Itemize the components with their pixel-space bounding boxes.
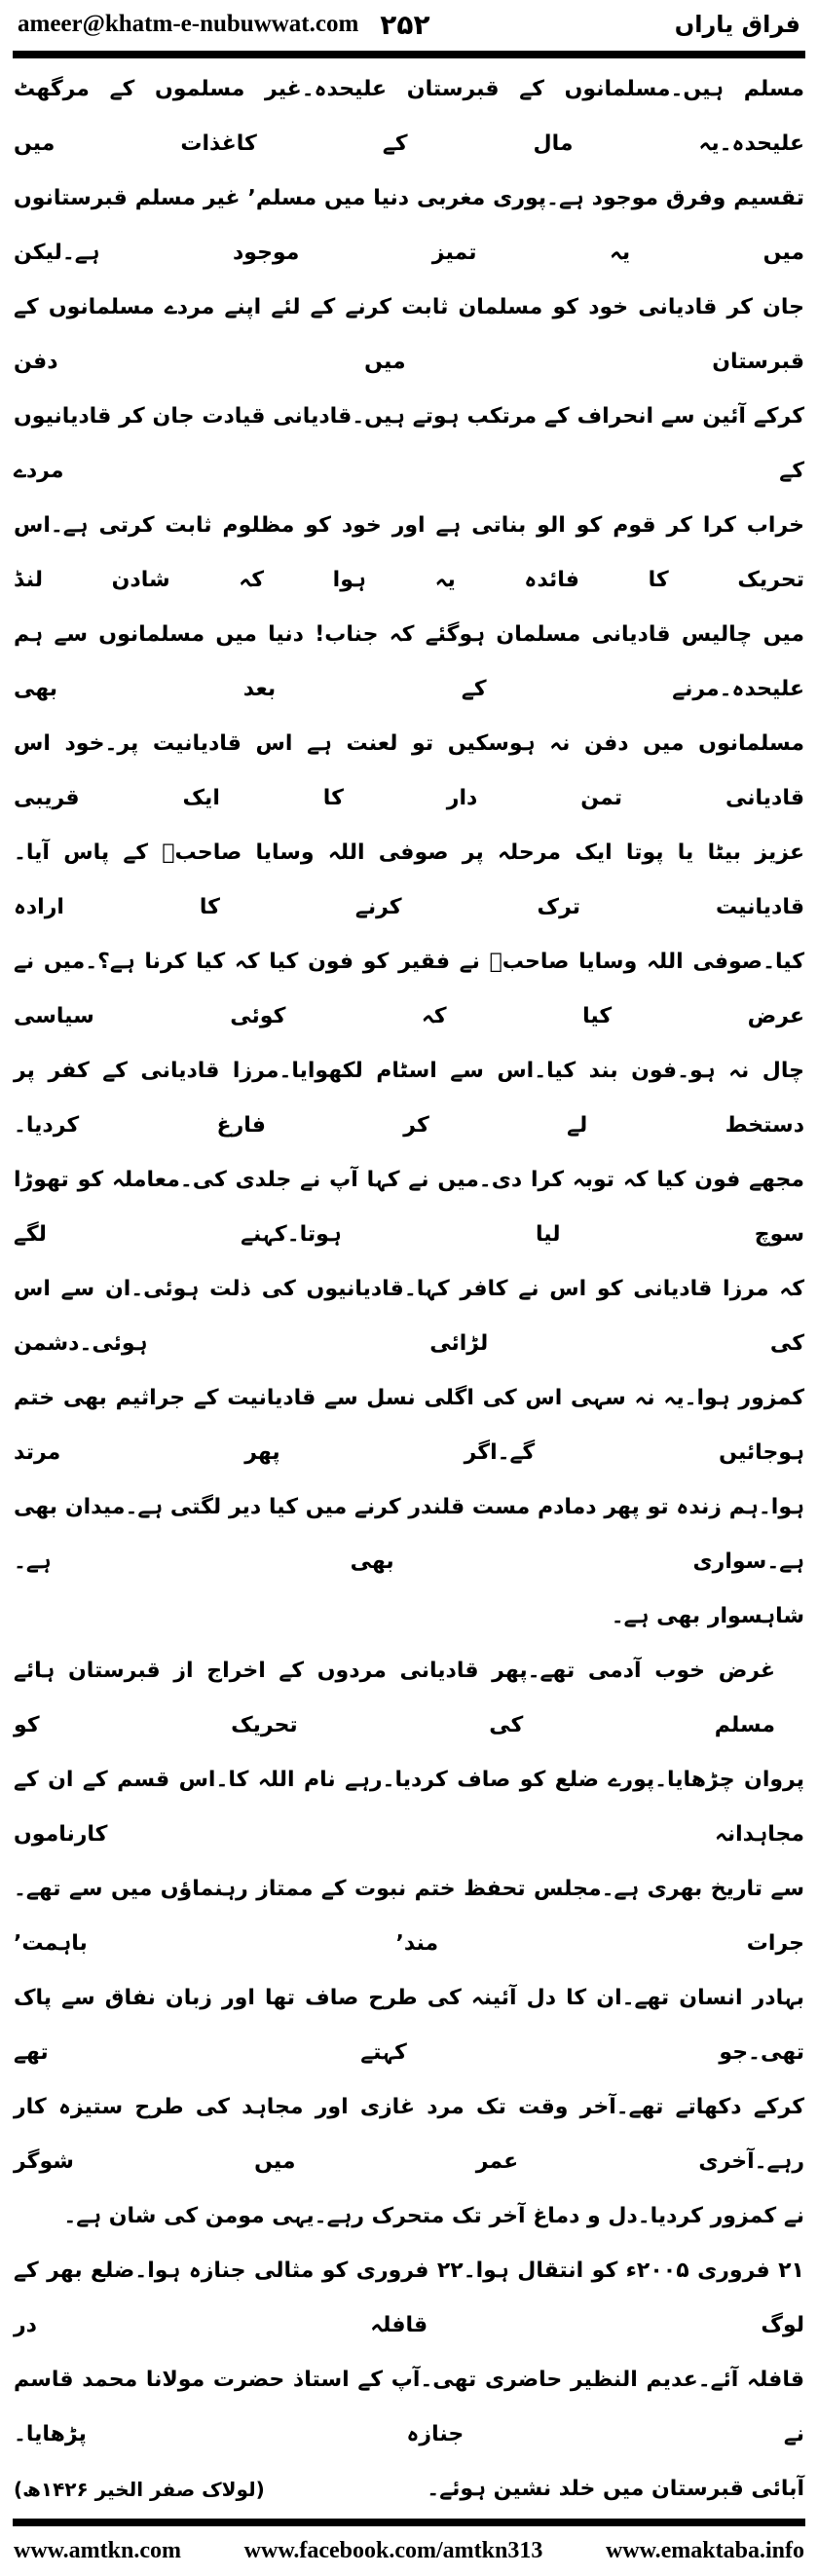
header-divider [13, 51, 805, 58]
text-line: نے کمزور کردیا۔دل و دماغ آخر تک متحرک رہے۔یہی مومن کی شان ہے۔ [63, 2204, 804, 2228]
text-line: شاہسوار بھی ہے۔ [611, 1604, 804, 1628]
text-line: مسلمانوں میں دفن نہ ہوسکیں تو لعنت ہے اس قادیانیت پر۔خود اس قادیانی تمن دار کا ایک قریبی [14, 731, 804, 810]
page-header [14, 0, 804, 49]
page-footer [14, 2530, 804, 2576]
text-line: جان کر قادیانی خود کو مسلمان ثابت کرنے کے لئے اپنے مردے مسلمانوں کے قبرستان میں دفن [14, 295, 804, 374]
text-line: آبائی قبرستان میں خلد نشین ہوئے۔ [427, 2477, 804, 2501]
text-line: ۲۱ فروری ۲۰۰۵ء کو انتقال ہوا۔۲۲ فروری کو مثالی جنازہ ہوا۔ضلع بھر کے لوگ قافلہ در [14, 2259, 804, 2337]
text-line: کرکے دکھاتے تھے۔آخر وقت تک مرد غازی اور مجاہد کی طرح ستیزہ کار رہے۔آخری عمر میں شوگر [14, 2095, 804, 2174]
text-line: کمزور ہوا۔یہ نہ سہی اس کی اگلی نسل سے قادیانیت کے جراثیم بھی ختم ہوجائیں گے۔اگر پھر مرتد [14, 1386, 804, 1465]
header-email: ameer@khatm-e-nubuwwat.com [18, 11, 359, 37]
footer-divider [13, 2519, 805, 2526]
text-line: کہ مرزا قادیانی کو اس نے کافر کہا۔قادیانیوں کی ذلت ہوئی۔ان سے اس کی لڑائی ہوئی۔دشمن [14, 1277, 804, 1356]
text-line: ہوا۔ہم زندہ تو پھر دمادم مست قلندر کرنے میں کیا دیر لگتی ہے۔میدان بھی ہے۔سواری بھی ہے۔ [14, 1495, 804, 1574]
text-line: قافلہ آئے۔عدیم النظیر حاضری تھی۔آپ کے استاذ حضرت مولانا محمد قاسم نے جنازہ پڑھایا۔ [14, 2368, 804, 2446]
header-left-group [18, 9, 430, 41]
text-line: مسلم ہیں۔مسلمانوں کے قبرستان علیحدہ۔غیر مسلموں کے مرگھٹ علیحدہ۔یہ مال کے کاغذات میں [14, 77, 804, 156]
text-line: خراب کرا کر قوم کو الو بناتی ہے اور خود کو مظلوم ثابت کرتی ہے۔اس تحریک کا فائدہ یہ ہوا کہ شادن لنڈ [14, 513, 804, 592]
text-line: سے تاریخ بھری ہے۔مجلس تحفظ ختم نبوت کے ممتاز رہنماؤں میں سے تھے۔جرات مند٬ باہمت٬ [14, 1877, 804, 1956]
text-line: میں چالیس قادیانی مسلمان ہوگئے کہ جناب! دنیا میں مسلمانوں سے ہم علیحدہ۔مرنے کے بعد بھی [14, 622, 804, 701]
book-title: فراق یاراں [674, 11, 800, 38]
footer-link-emaktaba[interactable]: www.emaktaba.info [605, 2538, 804, 2563]
text-line: کرکے آئین سے انحراف کے مرتکب ہوتے ہیں۔قادیانی قیادت جان کر قادیانیوں کے مردے [14, 404, 804, 483]
text-line-final [14, 2462, 804, 2517]
footer-link-facebook[interactable]: www.facebook.com/amtkn313 [243, 2538, 543, 2563]
page-body [14, 62, 804, 2517]
text-line: پروان چڑھایا۔پورے ضلع کو صاف کردیا۔رہے نام اللہ کا۔اس قسم کے ان کے مجاہدانہ کارناموں [14, 1768, 804, 1847]
text-line: عزیز بیٹا یا پوتا ایک مرحلہ پر صوفی اللہ وسایا صاحبؒ کے پاس آیا۔قادیانیت ترک کرنے کا ارادہ [14, 840, 804, 919]
text-line: بہادر انسان تھے۔ان کا دل آئینہ کی طرح صاف تھا اور زبان نفاق سے پاک تھی۔جو کہتے تھے [14, 1986, 804, 2065]
source-citation: (لولاک صفر الخیر ۱۴۲۶ھ) [14, 2478, 265, 2501]
page-number: ۲۵۲ [380, 8, 430, 41]
text-line: تقسیم وفرق موجود ہے۔پوری مغربی دنیا میں مسلم٬ غیر مسلم قبرستانوں میں یہ تمیز موجود ہے۔لیکن [14, 186, 804, 265]
footer-link-amtkn[interactable]: www.amtkn.com [14, 2538, 181, 2563]
text-line: کیا۔صوفی اللہ وسایا صاحبؒ نے فقیر کو فون کیا کہ کیا کرنا ہے؟۔میں نے عرض کیا کہ کوئی سیاسی [14, 950, 804, 1028]
text-line: مجھے فون کیا کہ توبہ کرا دی۔میں نے کہا آپ نے جلدی کی۔معاملہ کو تھوڑا سوچ لیا ہوتا۔کہنے لگے [14, 1168, 804, 1247]
text-line: چال نہ ہو۔فون بند کیا۔اس سے اسٹام لکھوایا۔مرزا قادیانی کے کفر پر دستخط لے کر فارغ کردیا۔ [14, 1059, 804, 1138]
text-line: غرض خوب آدمی تھے۔پھر قادیانی مردوں کے اخراج از قبرستان ہائے مسلم کی تحریک کو [14, 1659, 775, 1737]
